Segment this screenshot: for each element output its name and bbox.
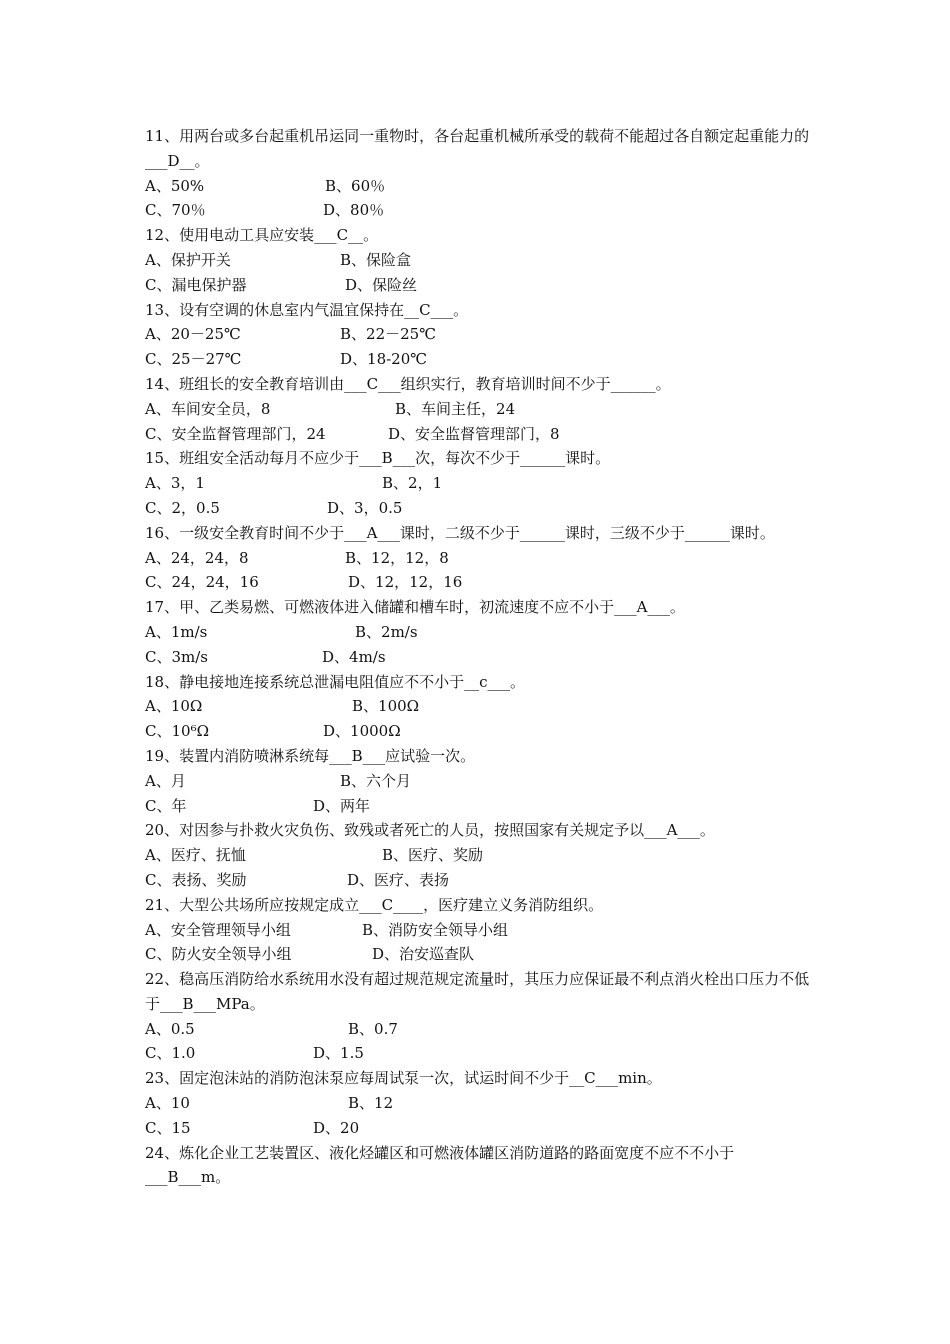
question-24 <box>145 1141 810 1191</box>
option-b: B、12 <box>348 1094 394 1113</box>
option-row <box>145 645 810 670</box>
option-b: B、22－25℃ <box>340 325 436 344</box>
option-row <box>145 422 810 447</box>
option-d: D、医疗、表扬 <box>347 870 450 889</box>
option-b: B、消防安全领导小组 <box>362 920 509 939</box>
option-a: A、3，1 <box>145 474 205 493</box>
option-a: A、24，24，8 <box>145 548 249 567</box>
question-22 <box>145 967 810 1017</box>
option-row <box>145 769 810 794</box>
option-c: C、3m/s <box>145 647 208 666</box>
option-c: C、表扬、奖励 <box>145 870 247 889</box>
option-row <box>145 1041 810 1066</box>
option-c: C、24，24，16 <box>145 573 259 592</box>
question-20 <box>145 818 810 843</box>
question-text: 11、用两台或多台起重机吊运同一重物时，各台起重机械所承受的载荷不能超过各自额定起重能力的___D__。 <box>145 127 810 170</box>
option-d: D、1000Ω <box>323 722 401 741</box>
question-23 <box>145 1066 810 1091</box>
option-row <box>145 1116 810 1141</box>
option-a: A、车间安全员，8 <box>145 399 271 418</box>
question-text: 14、班组长的安全教育培训由___C___组织实行，教育培训时间不少于______。 <box>145 374 671 393</box>
option-a: A、50% <box>145 176 205 195</box>
question-11 <box>145 124 810 174</box>
option-a: A、安全管理领导小组 <box>145 920 291 939</box>
option-d: D、治安巡查队 <box>372 945 475 964</box>
option-row <box>145 620 810 645</box>
option-d: D、1.5 <box>313 1044 364 1063</box>
option-b: B、2，1 <box>382 474 443 493</box>
option-a: A、医疗、抚恤 <box>145 846 246 865</box>
option-a: A、0.5 <box>145 1019 195 1038</box>
option-a: A、月 <box>145 771 186 790</box>
option-d: D、两年 <box>313 796 371 815</box>
option-d: D、4m/s <box>322 647 386 666</box>
option-row <box>145 570 810 595</box>
option-c: C、安全监督管理部门，24 <box>145 424 326 443</box>
option-row <box>145 347 810 372</box>
option-row <box>145 942 810 967</box>
question-text: 19、装置内消防喷淋系统每___B___应试验一次。 <box>145 746 476 765</box>
option-c: C、年 <box>145 796 187 815</box>
question-17 <box>145 595 810 620</box>
option-row <box>145 471 810 496</box>
option-b: B、六个月 <box>340 771 412 790</box>
option-b: B、100Ω <box>352 697 420 716</box>
question-12 <box>145 223 810 248</box>
question-text: 13、设有空调的休息室内气温宜保持在__C___。 <box>145 300 469 319</box>
option-c: C、15 <box>145 1118 191 1137</box>
option-row <box>145 546 810 571</box>
option-a: A、10 <box>145 1094 190 1113</box>
option-b: B、医疗、奖励 <box>382 846 484 865</box>
option-a: A、保护开关 <box>145 250 231 269</box>
option-row <box>145 918 810 943</box>
option-row <box>145 719 810 744</box>
question-text: 20、对因参与扑救火灾负伤、致残或者死亡的人员，按照国家有关规定予以___A___。 <box>145 821 715 840</box>
question-text: 21、大型公共场所应按规定成立___C____，医疗建立义务消防组织。 <box>145 895 604 914</box>
question-text: 17、甲、乙类易燃、可燃液体进入储罐和槽车时，初流速度不应不小于___A___。 <box>145 598 685 617</box>
option-row <box>145 397 810 422</box>
option-c: C、70％ <box>145 201 206 220</box>
option-row <box>145 496 810 521</box>
option-b: B、60％ <box>325 176 386 195</box>
question-14 <box>145 372 810 397</box>
question-text: 15、班组安全活动每月不应少于___B___次，每次不少于______课时。 <box>145 449 611 468</box>
option-row <box>145 322 810 347</box>
option-a: A、1m/s <box>145 622 208 641</box>
option-row <box>145 273 810 298</box>
question-16 <box>145 521 810 546</box>
option-d: D、12，12，16 <box>348 573 463 592</box>
option-b: B、12，12，8 <box>345 548 449 567</box>
question-18 <box>145 670 810 695</box>
option-c: C、1.0 <box>145 1044 196 1063</box>
question-text: 18、静电接地连接系统总泄漏电阻值应不不小于__c___。 <box>145 672 525 691</box>
question-text: 22、稳高压消防给水系统用水没有超过规范规定流量时，其压力应保证最不利点消火栓出口压力不低于___B___MPa。 <box>145 970 810 1013</box>
option-b: B、2m/s <box>355 622 418 641</box>
option-c: C、防火安全领导小组 <box>145 945 292 964</box>
question-text: 23、固定泡沫站的消防泡沫泵应每周试泵一次，试运时间不少于__C___min。 <box>145 1069 662 1088</box>
option-row <box>145 174 810 199</box>
option-a: A、10Ω <box>145 697 203 716</box>
option-d: D、保险丝 <box>345 275 418 294</box>
option-d: D、3，0.5 <box>327 498 403 517</box>
option-row <box>145 248 810 273</box>
option-c: C、漏电保护器 <box>145 275 247 294</box>
option-a: A、20－25℃ <box>145 325 241 344</box>
option-row <box>145 794 810 819</box>
question-text: 12、使用电动工具应安装___C__。 <box>145 226 379 245</box>
question-text: 24、炼化企业工艺装置区、液化烃罐区和可燃液体罐区消防道路的路面宽度不应不不小于___B___m。 <box>145 1143 735 1187</box>
option-d: D、18-20℃ <box>340 350 428 369</box>
option-b: B、保险盒 <box>340 250 412 269</box>
question-19 <box>145 744 810 769</box>
option-row <box>145 694 810 719</box>
option-row <box>145 1017 810 1042</box>
option-b: B、0.7 <box>348 1019 398 1038</box>
option-row <box>145 843 810 868</box>
option-d: D、安全监督管理部门，8 <box>388 424 560 443</box>
option-c: C、2，0.5 <box>145 498 220 517</box>
option-d: D、80％ <box>323 201 385 220</box>
option-b: B、车间主任，24 <box>395 399 516 418</box>
option-d: D、20 <box>313 1118 360 1137</box>
question-15 <box>145 446 810 471</box>
question-list <box>145 124 810 1190</box>
question-13 <box>145 298 810 323</box>
option-c: C、25－27℃ <box>145 350 242 369</box>
option-row <box>145 1091 810 1116</box>
option-row <box>145 198 810 223</box>
question-21 <box>145 893 810 918</box>
question-text: 16、一级安全教育时间不少于___A___课时，二级不少于______课时，三级不少于______课时。 <box>145 523 775 542</box>
option-c: C、10⁶Ω <box>145 722 210 741</box>
option-row <box>145 868 810 893</box>
